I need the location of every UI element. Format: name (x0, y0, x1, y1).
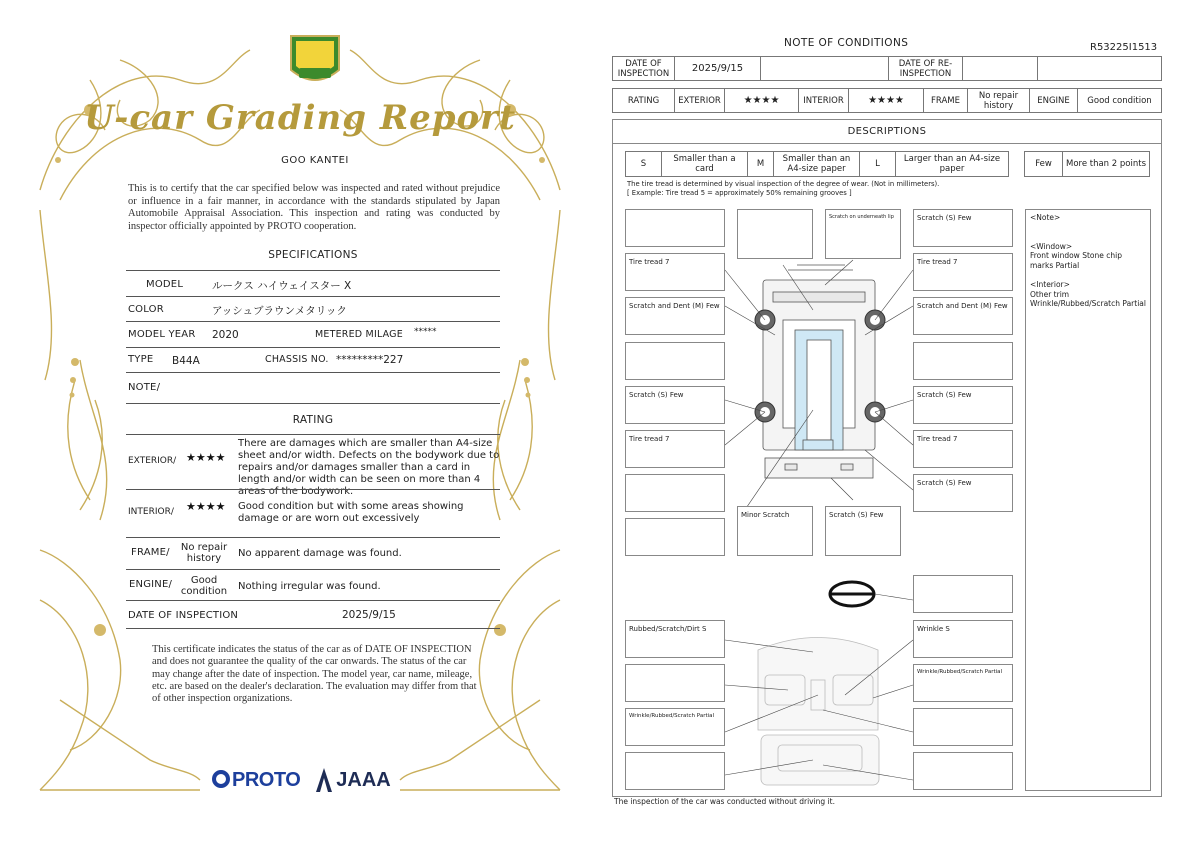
damage-box: Wrinkle/Rubbed/Scratch Partial (625, 708, 725, 746)
type-label: TYPE (128, 354, 154, 365)
note-interior-heading: <Interior> (1030, 280, 1070, 289)
tire-note-line-2: [ Example: Tire tread 5 = approximately 50% remaining grooves ] (627, 189, 852, 197)
note-title: <Note> (1030, 213, 1061, 222)
rating-table (612, 88, 1162, 113)
damage-box (737, 209, 813, 259)
divider (126, 434, 500, 435)
model-label: MODEL (146, 279, 184, 290)
frame-label: FRAME (924, 89, 968, 113)
empty-cell (1038, 57, 1162, 81)
inspection-footnote: The inspection of the car was conducted without driving it. (614, 797, 835, 806)
model-year-value: 2020 (212, 329, 239, 341)
report-title: U-car Grading Report (84, 98, 516, 138)
goo-kantei-subtitle: GOO KANTEI (281, 155, 349, 166)
type-value: B44A (172, 355, 200, 367)
interior-description: Good condition but with some areas showing damage or are worn out excessively (238, 501, 464, 524)
divider (126, 296, 500, 297)
jaaa-mark-icon (316, 768, 332, 792)
damage-box (625, 664, 725, 702)
legend-few-text: More than 2 points (1063, 152, 1150, 177)
empty-cell (761, 57, 889, 81)
damage-box: Scratch and Dent (M) Few (625, 297, 725, 335)
date-of-inspection-value: 2025/9/15 (675, 57, 761, 81)
rating-heading: RATING (292, 414, 334, 426)
rating-label: RATING (613, 89, 675, 113)
legend-l: L (860, 152, 896, 177)
damage-box (625, 518, 725, 556)
divider (126, 600, 500, 601)
damage-box: Scratch (S) Few (625, 386, 725, 424)
damage-box: Wrinkle S (913, 620, 1013, 658)
divider (126, 569, 500, 570)
damage-box (913, 342, 1013, 380)
note-interior-text-2: Wrinkle/Rubbed/Scratch Partial (1030, 299, 1146, 308)
legend-s: S (626, 152, 662, 177)
damage-box: Scratch (S) Few (913, 474, 1013, 512)
proto-logo: PROTO (212, 769, 300, 792)
empty-cell (963, 57, 1038, 81)
damage-box: Tire tread 7 (625, 253, 725, 291)
damage-box (625, 342, 725, 380)
chassis-value: *********227 (336, 354, 404, 366)
date-table (612, 56, 1162, 81)
model-year-label: MODEL YEAR (128, 329, 196, 340)
divider (126, 270, 500, 271)
legend-s-text: Smaller than a card (662, 152, 748, 177)
note-interior-text-1: Other trim (1030, 289, 1070, 299)
model-value: ルークス ハイウェイスター X (212, 280, 352, 292)
sheet-title: NOTE OF CONDITIONS (784, 37, 909, 49)
damage-box: Rubbed/Scratch/Dirt S (625, 620, 725, 658)
re-inspection-label: DATE OF RE-INSPECTION (889, 57, 963, 81)
exterior-label: EXTERIOR/ (128, 456, 177, 466)
divider (126, 372, 500, 373)
exterior-description: There are damages which are smaller than A4-size sheet and/or width. Defects on the bodywork due to repairs and/or damages smaller than a card in length and/or width can be seen on more than 4 areas of the bodywork. (238, 438, 500, 497)
divider (126, 321, 500, 322)
damage-box (625, 752, 725, 790)
legend-m-text: Smaller than an A4-size paper (774, 152, 860, 177)
goo-kantei-badge-icon (287, 32, 343, 92)
color-label: COLOR (128, 304, 164, 315)
damage-box (625, 209, 725, 247)
chassis-label: CHASSIS NO. (265, 354, 329, 365)
jaaa-logo: JAAA (316, 768, 390, 792)
certificate-footer: This certificate indicates the status of the car as of DATE OF INSPECTION and does not guarantee the quality of the car onwards. The status of the car may change after the date of inspection. The model year, car name, mileage, etc. are based on the dealer's declaration. The evaluation may differ from that of other inspection organizations. (152, 644, 477, 705)
reference-number: R53225I1513 (1090, 42, 1158, 53)
specifications-heading: SPECIFICATIONS (268, 249, 358, 261)
proto-mark-icon (212, 770, 230, 788)
frame-label: FRAME/ (131, 547, 170, 558)
damage-box: Tire tread 7 (625, 430, 725, 468)
frame-value: No repair history (968, 89, 1030, 113)
steering-wheel-icon (830, 582, 874, 606)
damage-box: Scratch (S) Few (913, 209, 1013, 247)
mileage-label: METERED MILAGE (315, 329, 403, 340)
interior-label: INTERIOR/ (128, 507, 174, 517)
divider (126, 489, 500, 490)
divider (126, 537, 500, 538)
descriptions-panel (612, 119, 1162, 797)
damage-box: Scratch and Dent (M) Few (913, 297, 1013, 335)
frame-value: No repair history (180, 542, 228, 564)
engine-description: Nothing irregular was found. (238, 581, 381, 592)
note-label: NOTE/ (128, 382, 161, 393)
note-window-text: Front window Stone chip marks Partial (1030, 251, 1122, 270)
logo-row (212, 768, 391, 792)
engine-value: Good condition (1078, 89, 1162, 113)
damage-box (625, 474, 725, 512)
divider (126, 347, 500, 348)
mileage-value: ***** (414, 327, 437, 337)
certificate-intro: This is to certify that the car specified below was inspected and rated without prejudice or influence in a fair manner, in accordance with the standards stipulated by Japan Automobile Appraisal Association. This inspection and rating was conducted by inspector officially appointed by PROTO cooperation. (128, 183, 500, 232)
exterior-stars: ★★★★ (186, 451, 226, 464)
exterior-label: EXTERIOR (675, 89, 725, 113)
note-window-heading: <Window> (1030, 241, 1073, 251)
tire-note-line-1: The tire tread is determined by visual inspection of the degree of wear. (Not in millimeters). (627, 180, 940, 188)
date-of-inspection-label: DATE OF INSPECTION (613, 57, 675, 81)
engine-value: Good condition (180, 575, 228, 597)
interior-stars: ★★★★ (186, 500, 226, 513)
damage-box: Wrinkle/Rubbed/Scratch Partial (913, 664, 1013, 702)
damage-box: Scratch on underneath lip (825, 209, 901, 259)
legend-m: M (748, 152, 774, 177)
interior-label: INTERIOR (799, 89, 849, 113)
date-of-inspection-value: 2025/9/15 (342, 609, 396, 621)
divider (126, 628, 500, 629)
note-of-conditions-sheet (604, 0, 1200, 848)
damage-box (913, 575, 1013, 613)
damage-box: Tire tread 7 (913, 253, 1013, 291)
color-value: アッシュブラウンメタリック (212, 305, 347, 317)
descriptions-heading: DESCRIPTIONS (613, 120, 1161, 144)
damage-box (913, 752, 1013, 790)
note-box (1025, 209, 1151, 791)
interior-stars: ★★★★ (849, 89, 924, 113)
frame-description: No apparent damage was found. (238, 548, 402, 559)
damage-box: Scratch (S) Few (825, 506, 901, 556)
damage-box: Minor Scratch (737, 506, 813, 556)
legend-l-text: Larger than an A4-size paper (896, 152, 1009, 177)
legend-few: Few (1025, 152, 1063, 177)
exterior-stars: ★★★★ (725, 89, 799, 113)
engine-label: ENGINE (1030, 89, 1078, 113)
damage-box: Scratch (S) Few (913, 386, 1013, 424)
damage-box (913, 708, 1013, 746)
engine-label: ENGINE/ (129, 579, 173, 590)
damage-box: Tire tread 7 (913, 430, 1013, 468)
date-of-inspection-label: DATE OF INSPECTION (128, 610, 239, 621)
divider (126, 403, 500, 404)
